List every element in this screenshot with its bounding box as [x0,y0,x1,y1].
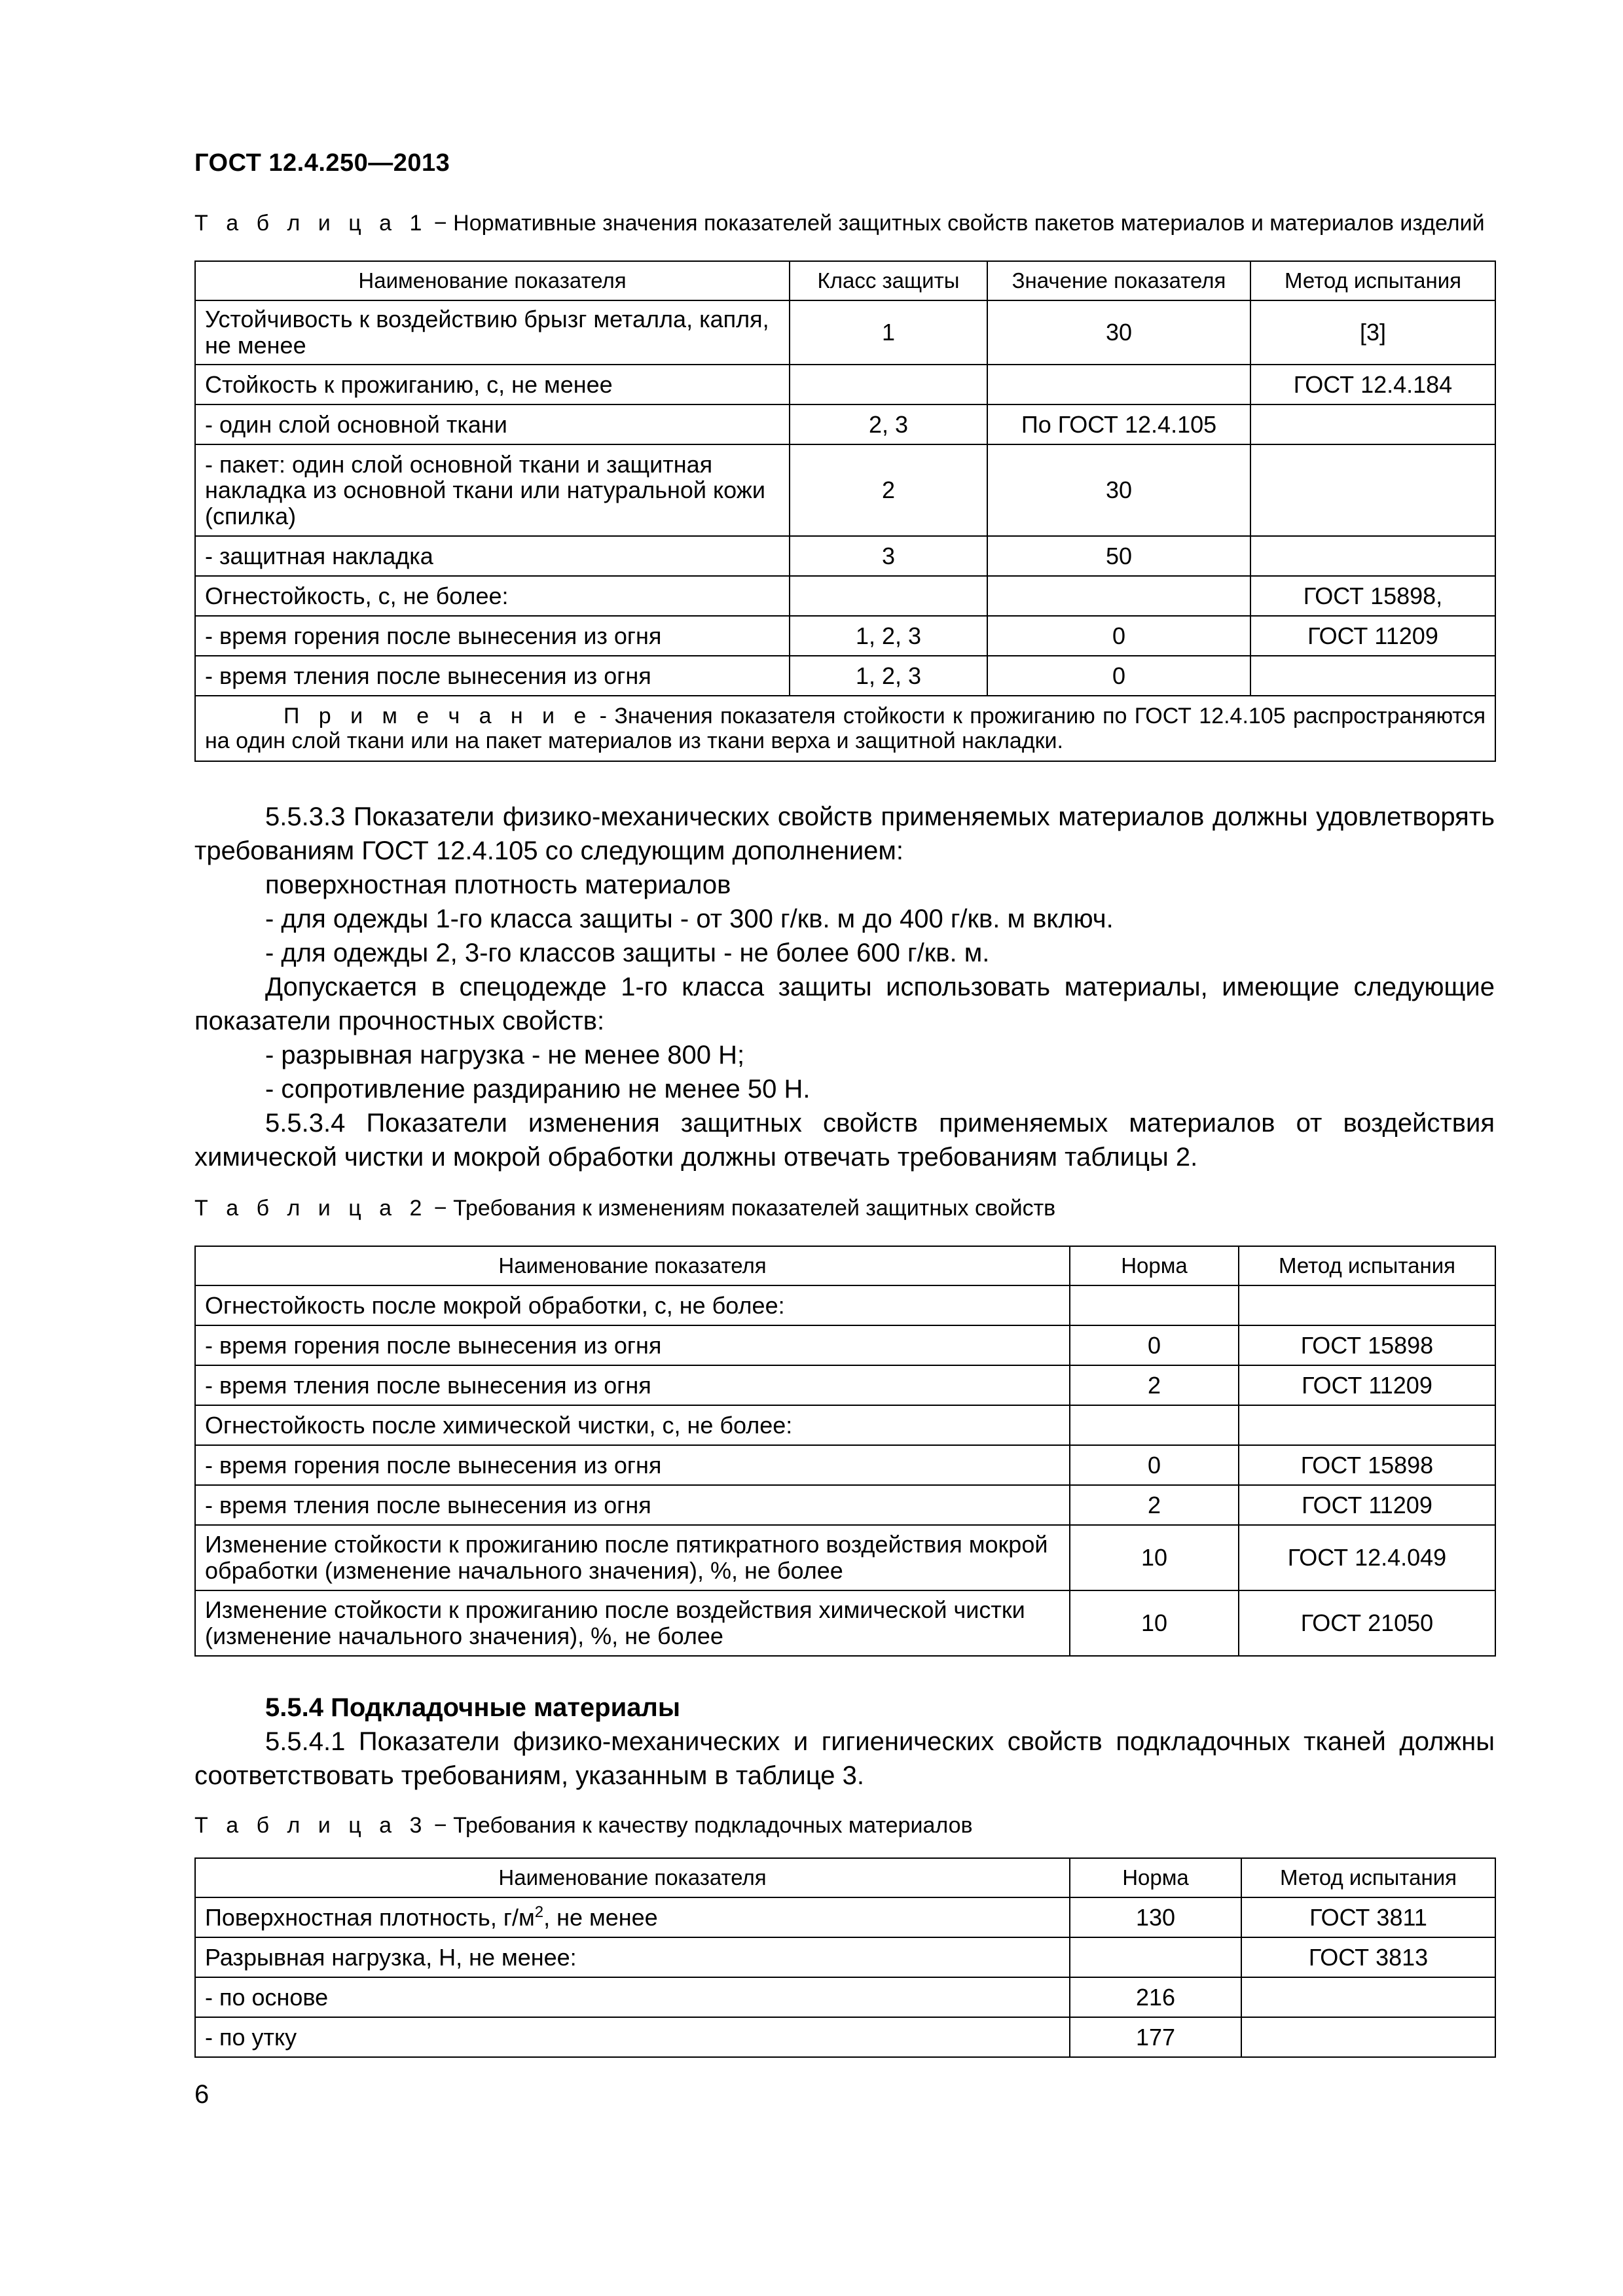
table1-col-header: Метод испытания [1250,261,1495,300]
table-row [195,1590,1495,1656]
table-cell [195,1897,1070,1937]
table-cell: ГОСТ 15898, [1250,576,1495,616]
table-cell: - время тления после вынесения из огня [195,1365,1070,1405]
paragraph: 5.5.4.1 Показатели физико-механических и гигиенических свойств подкладочных тканей должны соответствовать требованиям, указанным в таблице 3. [194,1727,1495,1790]
table-cell: По ГОСТ 12.4.105 [987,404,1250,444]
table1-caption-text: − Нормативные значения показателей защитных свойств пакетов материалов и материалов изделий [433,211,1485,236]
table-cell: 10 [1070,1525,1239,1590]
document-header: ГОСТ 12.4.250—2013 [194,149,450,177]
table-cell: 1, 2, 3 [790,656,987,696]
table-cell [1250,444,1495,536]
table3-caption [194,1813,973,1839]
table-cell: ГОСТ 11209 [1239,1485,1495,1525]
table1-header-row [195,261,1495,300]
section-554 [194,1691,1495,1793]
table-cell: ГОСТ 15898 [1239,1325,1495,1365]
table3-caption-prefix: Т а б л и ц а 3 [194,1813,428,1838]
table-cell: 216 [1070,1977,1241,2017]
table-cell: ГОСТ 15898 [1239,1445,1495,1485]
table-row [195,1365,1495,1405]
table1-note-text: - Значения показателя стойкости к прожиганию по ГОСТ 12.4.105 распространяются на один слой ткани или на пакет материалов из ткани верха и защитной накладки. [205,703,1486,753]
table1-note-row [195,696,1495,761]
table-cell [1239,1405,1495,1445]
table-cell: 30 [987,300,1250,365]
table-cell [1250,536,1495,576]
table-cell: - время горения после вынесения из огня [195,1445,1070,1485]
table2-header-row [195,1246,1495,1285]
table-row [195,656,1495,696]
table-cell [987,576,1250,616]
table3-caption-text: − Требования к качеству подкладочных материалов [433,1813,973,1838]
table-cell: - время горения после вынесения из огня [195,1325,1070,1365]
table-cell [1250,656,1495,696]
table2-caption [194,1196,1055,1221]
page-number: 6 [194,2080,210,2109]
table-row [195,365,1495,404]
superscript: 2 [534,1903,544,1921]
table-cell: - по утку [195,2017,1070,2057]
table-cell: 2 [1070,1365,1239,1405]
table-cell: Разрывная нагрузка, Н, не менее: [195,1937,1070,1977]
table1-note [195,696,1495,761]
table-row [195,404,1495,444]
table-cell: 2 [790,444,987,536]
table-cell: 50 [987,536,1250,576]
section-heading: 5.5.4 Подкладочные материалы [265,1693,681,1722]
table-cell: - время тления после вынесения из огня [195,656,790,696]
table3-col-header: Метод испытания [1241,1858,1495,1897]
table-cell: 10 [1070,1590,1239,1656]
table-cell [1250,404,1495,444]
table-cell: Изменение стойкости к прожиганию после воздействия химической чистки (изменение начального значения), %, не более [195,1590,1070,1656]
table-cell: 1 [790,300,987,365]
table-cell: ГОСТ 11209 [1239,1365,1495,1405]
table-cell: - защитная накладка [195,536,790,576]
table2-col-header: Норма [1070,1246,1239,1285]
table-cell: ГОСТ 21050 [1239,1590,1495,1656]
table2-caption-prefix: Т а б л и ц а 2 [194,1196,428,1221]
table-cell: 177 [1070,2017,1241,2057]
table-cell: - время горения после вынесения из огня [195,616,790,656]
table-cell: 0 [1070,1325,1239,1365]
table-row [195,1445,1495,1485]
table-row [195,1525,1495,1590]
table-cell: ГОСТ 3811 [1241,1897,1495,1937]
table-cell [1070,1405,1239,1445]
table-row [195,1937,1495,1977]
table2-col-header: Наименование показателя [195,1246,1070,1285]
table-row [195,1485,1495,1525]
table3-header-row [195,1858,1495,1897]
table-row [195,300,1495,365]
table1-note-prefix: П р и м е ч а н и е [283,703,593,728]
table-cell: ГОСТ 3813 [1241,1937,1495,1977]
table1 [194,260,1496,762]
table3-col-header: Норма [1070,1858,1241,1897]
table-cell [1241,1977,1495,2017]
table-cell: 3 [790,536,987,576]
body-text-block [194,800,1495,1174]
table-cell: 0 [987,656,1250,696]
table-cell: - пакет: один слой основной ткани и защитная накладка из основной ткани или натуральной кожи (спилка) [195,444,790,536]
table-cell: 0 [1070,1445,1239,1485]
table1-col-header: Класс защиты [790,261,987,300]
table-cell [1239,1285,1495,1325]
table-cell: ГОСТ 12.4.184 [1250,365,1495,404]
table-cell: 1, 2, 3 [790,616,987,656]
table-cell: 30 [987,444,1250,536]
table-row [195,1285,1495,1325]
table-cell: 130 [1070,1897,1241,1937]
table-cell: Огнестойкость после мокрой обработки, с, не более: [195,1285,1070,1325]
table-row [195,2017,1495,2057]
table-cell [1070,1285,1239,1325]
paragraph: поверхностная плотность материалов [265,870,731,899]
table1-caption-prefix: Т а б л и ц а 1 [194,211,428,236]
table-cell: 2, 3 [790,404,987,444]
table-cell: Изменение стойкости к прожиганию после пятикратного воздействия мокрой обработки (изменение начального значения), %, не более [195,1525,1070,1590]
table1-col-header: Значение показателя [987,261,1250,300]
table2 [194,1246,1496,1657]
table3 [194,1857,1496,2058]
paragraph: 5.5.3.4 Показатели изменения защитных свойств применяемых материалов от воздействия химической чистки и мокрой обработки должны отвечать требованиям таблицы 2. [194,1109,1495,1172]
table-cell: ГОСТ 12.4.049 [1239,1525,1495,1590]
table-cell: Огнестойкость после химической чистки, с, не более: [195,1405,1070,1445]
table-row [195,1405,1495,1445]
cell-text: , не менее [543,1903,658,1931]
table-cell: Огнестойкость, с, не более: [195,576,790,616]
paragraph: 5.5.3.3 Показатели физико-механических свойств применяемых материалов должны удовлетворять требованиям ГОСТ 12.4.105 со следующим дополнением: [194,802,1495,865]
paragraph: - сопротивление раздиранию не менее 50 Н. [265,1075,811,1103]
table-cell [790,365,987,404]
table-cell: ГОСТ 11209 [1250,616,1495,656]
paragraph: Допускается в спецодежде 1-го класса защиты использовать материалы, имеющие следующие показатели прочностных свойств: [194,973,1495,1035]
table-row [195,1325,1495,1365]
table-cell: - один слой основной ткани [195,404,790,444]
table-row [195,1897,1495,1937]
table-cell: 2 [1070,1485,1239,1525]
table-cell [790,576,987,616]
table-cell [1070,1937,1241,1977]
table-cell [987,365,1250,404]
table-cell: Стойкость к прожиганию, с, не менее [195,365,790,404]
table-cell: - по основе [195,1977,1070,2017]
table-row [195,576,1495,616]
table-row [195,444,1495,536]
paragraph: - разрывная нагрузка - не менее 800 Н; [265,1041,745,1069]
paragraph: - для одежды 2, 3-го классов защиты - не более 600 г/кв. м. [265,939,990,967]
table2-caption-text: − Требования к изменениям показателей защитных свойств [433,1196,1056,1221]
table-row [195,616,1495,656]
table1-col-header: Наименование показателя [195,261,790,300]
table-cell: [3] [1250,300,1495,365]
table-cell: Устойчивость к воздействию брызг металла, капля, не менее [195,300,790,365]
table3-col-header: Наименование показателя [195,1858,1070,1897]
table-cell: - время тления после вынесения из огня [195,1485,1070,1525]
table-cell [1241,2017,1495,2057]
table1-caption [194,211,1485,236]
table-cell: 0 [987,616,1250,656]
cell-text: Поверхностная плотность, г/м [205,1903,535,1931]
table2-col-header: Метод испытания [1239,1246,1495,1285]
table-row [195,536,1495,576]
table-row [195,1977,1495,2017]
paragraph: - для одежды 1-го класса защиты - от 300 г/кв. м до 400 г/кв. м включ. [265,905,1114,933]
